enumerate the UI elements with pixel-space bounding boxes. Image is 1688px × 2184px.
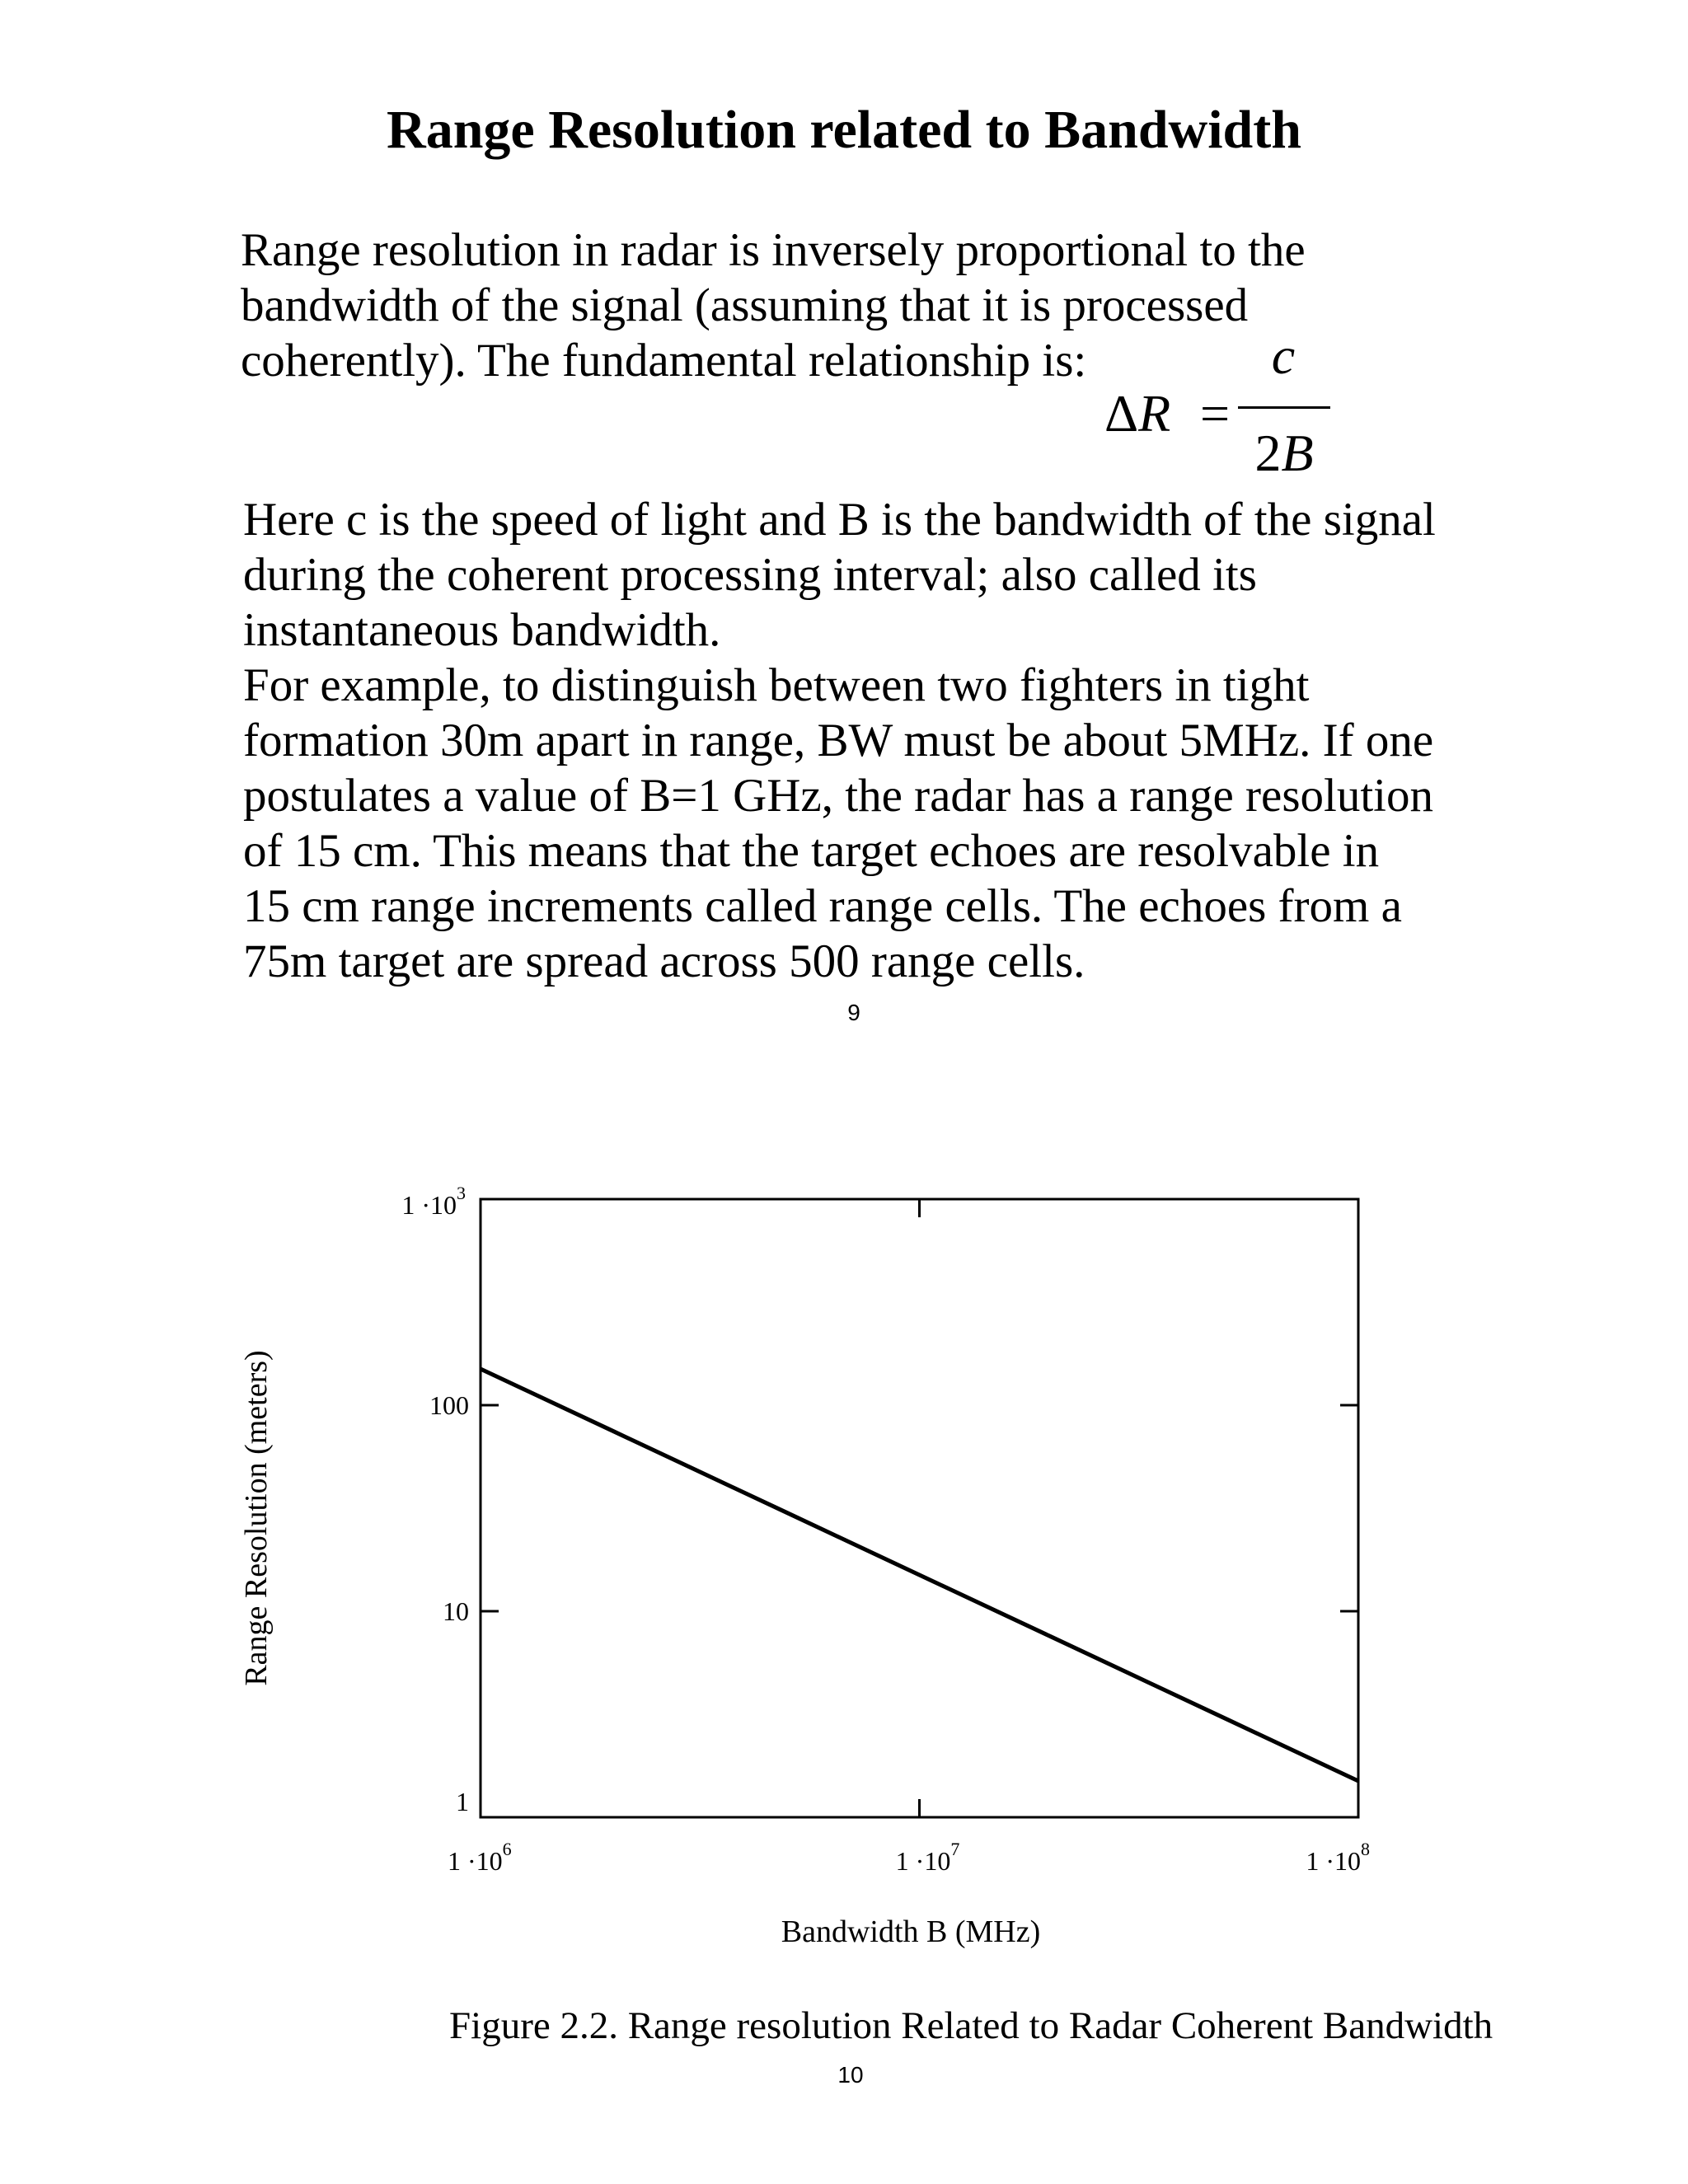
paragraph-line: bandwidth of the signal (assuming that it is processed bbox=[241, 279, 1249, 331]
y-tick-label: $1 \cdot 10^3$ bbox=[401, 1183, 466, 1220]
formula-denominator-coefficient: 2 bbox=[1254, 424, 1282, 482]
page-title: Range Resolution related to Bandwidth bbox=[387, 100, 1301, 160]
paragraph-line: For example, to distinguish between two fighters in tight bbox=[243, 659, 1310, 711]
x-tick-label: $1 \cdot 10^8$ bbox=[1306, 1839, 1370, 1876]
paragraph-line: coherently). The fundamental relationship is: bbox=[241, 335, 1087, 387]
formula-lhs-variable: R bbox=[1138, 384, 1171, 443]
paragraph-line: 75m target are spread across 500 range cells. bbox=[243, 935, 1085, 987]
formula-equals: = bbox=[1200, 384, 1231, 443]
page-number: 10 bbox=[837, 2062, 864, 2088]
y-tick-label: 100 bbox=[429, 1390, 469, 1420]
y-axis-label: Range Resolution (meters) bbox=[239, 1350, 274, 1686]
paragraph-line: 15 cm range increments called range cells. The echoes from a bbox=[243, 880, 1402, 932]
y-tick-label: 1 bbox=[456, 1787, 469, 1816]
page-number: 9 bbox=[847, 1000, 860, 1025]
paragraph-line: Here c is the speed of light and B is the bandwidth of the signal bbox=[243, 494, 1436, 546]
formula-numerator: c bbox=[1271, 326, 1296, 385]
x-axis-label: Bandwidth B (MHz) bbox=[781, 1915, 1041, 1949]
plot-frame bbox=[481, 1199, 1358, 1817]
series-line bbox=[481, 1369, 1358, 1781]
x-tick-label: $1 \cdot 10^6$ bbox=[448, 1839, 512, 1876]
formula-delta: Δ bbox=[1104, 384, 1139, 443]
paragraph-line: Range resolution in radar is inversely proportional to the bbox=[241, 224, 1306, 276]
figure-caption: Figure 2.2. Range resolution Related to Radar Coherent Bandwidth bbox=[449, 2004, 1493, 2047]
paragraph-line: formation 30m apart in range, BW must be about 5MHz. If one bbox=[243, 715, 1434, 766]
formula-denominator-variable: B bbox=[1281, 424, 1314, 482]
paragraph-line: postulates a value of B=1 GHz, the radar has a range resolution bbox=[243, 770, 1434, 822]
paragraph-line: during the coherent processing interval; also called its bbox=[243, 549, 1257, 601]
paragraph-line: instantaneous bandwidth. bbox=[243, 604, 721, 656]
x-tick-label: $1 \cdot 10^7$ bbox=[895, 1839, 960, 1876]
paragraph-line: of 15 cm. This means that the target echoes are resolvable in bbox=[243, 825, 1380, 877]
y-tick-label: 10 bbox=[443, 1596, 469, 1626]
